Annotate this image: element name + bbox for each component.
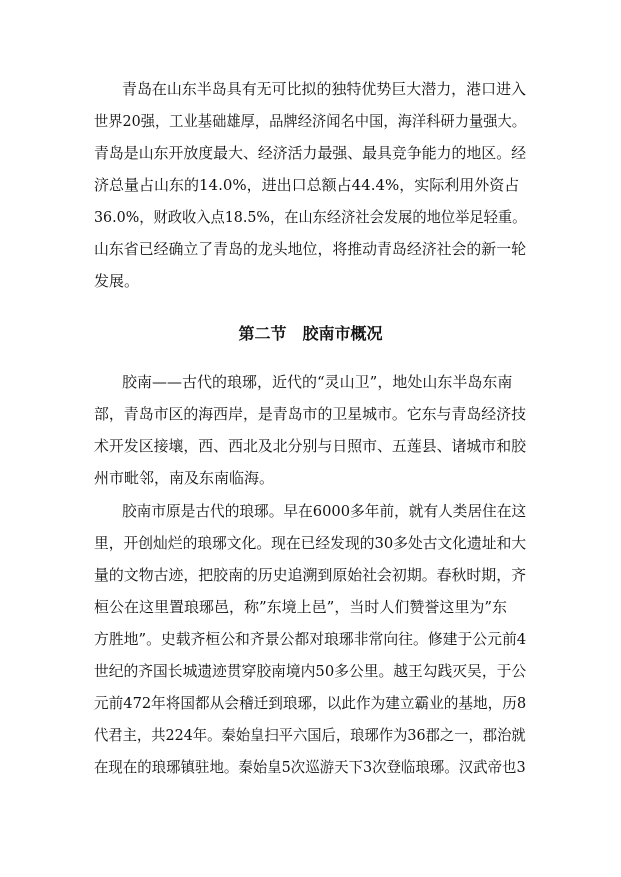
text-line: 36.0%，财政收入点18.5%，在山东经济社会发展的地位举足轻重。 (94, 208, 527, 226)
text-line: 桓公在这里置琅琊邑，称”东境上邑”，当时人们赞誉这里为”东 (94, 598, 508, 616)
text-line: 胶南市原是古代的琅琊。早在6000多年前，就有人类居住在这 (122, 502, 527, 520)
text-line: 发展。 (94, 272, 140, 290)
text-line: 青岛在山东半岛具有无可比拟的独特优势巨大潜力，港口进入 (122, 80, 527, 98)
text-line: 在现在的琅琊镇驻地。秦始皇5次巡游天下3次登临琅琊。汉武帝也3 (94, 758, 526, 776)
text-line: 术开发区接壤，西、西北及北分别与日照市、五莲县、诸城市和胶 (94, 437, 527, 455)
text-line: 元前472年将国都从会稽迁到琅琊，以此作为建立霸业的基地，历8 (94, 694, 527, 712)
text-line: 里，开创灿烂的琅琊文化。现在已经发现的30多处古文化遗址和大 (94, 534, 527, 552)
text-line: 青岛是山东开放度最大、经济活力最强、最具竞争能力的地区。经 (94, 144, 527, 162)
text-line: 济总量占山东的14.0%，进出口总额占44.4%，实际利用外资占 (94, 176, 520, 194)
text-line: 代君主，共224年。秦始皇扫平六国后，琅琊作为36郡之一，郡治就 (94, 726, 526, 744)
text-line: 量的文物古迹，把胶南的历史追溯到原始社会初期。春秋时期，齐 (94, 566, 527, 584)
text-line: 世界20强，工业基础雄厚，品牌经济闻名中国，海洋科研力量强大。 (94, 112, 527, 130)
text-line: 胶南——古代的琅琊，近代的“灵山卫”，地处山东半岛东南 (122, 373, 513, 391)
text-line: 州市毗邻，南及东南临海。 (94, 469, 275, 487)
text-line: 方胜地”。史载齐桓公和齐景公都对琅琊非常向往。修建于公元前4 (94, 630, 527, 648)
text-line: 部，青岛市区的海西岸，是青岛市的卫星城市。它东与青岛经济技 (94, 405, 527, 423)
text-line: 山东省已经确立了青岛的龙头地位，将推动青岛经济社会的新一轮 (94, 240, 527, 258)
text-line: 世纪的齐国长城遗迹贯穿胶南境内50多公里。越王勾践灭吴，于公 (94, 662, 527, 680)
section-heading: 第二节 胶南市概况 (238, 324, 383, 343)
